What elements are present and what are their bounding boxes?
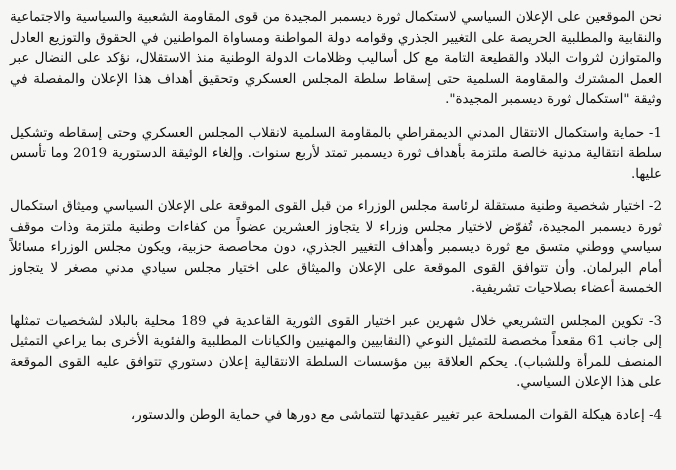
clause-3: 3- تكوين المجلس التشريعي خلال شهرين عبر اختيار القوى الثورية القاعدية في 189 محلية بالبلاد لشخصيات تمثلها إلى جانب 61 مقعداً مخصصة للتمثيل النوعي (النقابيين والمهنيين والكيانات المطلبية والفئوية الأخرى بما يراعي التمثيل المنصف للمرأة وللشباب). يحكم العلاقة بين مؤسسات السلطة الانتقالية إعلان دستوري تتوافق عليه القوى الموقعة على هذا الإعلان السياسي. xyxy=(10,313,662,390)
declaration-text xyxy=(10,8,662,438)
intro-paragraph: نحن الموقعين على الإعلان السياسي لاستكمال ثورة ديسمبر المجيدة من قوى المقاومة الشعبية والسياسية والاجتماعية والنقابية والمطلبية الحريصة على التغيير الجذري وقوامه دولة المواطنة ومساواة المواطنين في الحقوق والتوزيع العادل والمتوازن لثروات البلاد والقطيعة التامة مع كل أساليب وظلامات الدولة الوطنية منذ الاستقلال، نؤكد على النضال عبر العمل المشترك والمقاومة السلمية حتى إسقاط سلطة المجلس العسكري وتحقيق أهداف هذا الإعلان والمفصلة في وثيقة "استكمال ثورة ديسمبر المجيدة". xyxy=(10,10,662,107)
clause-4: 4- إعادة هيكلة القوات المسلحة عبر تغيير عقيدتها لتتماشى مع دورها في حماية الوطن والدستور، xyxy=(130,407,662,423)
clause-2: 2- اختيار شخصية وطنية مستقلة لرئاسة مجلس الوزراء من قبل القوى الموقعة على الإعلان السياسي وميثاق استكمال ثورة ديسمبر المجيدة، تُفوّض لاختيار مجلس وزراء لا يتجاوز العشرين عضواً من كفاءات وطنية ملتزمة وذات موقف سياسي ووطني متسق مع ثورة ديسمبر وأهداف التغيير الجذري، دون محاصصة حزبية، ويكون مجلس الوزراء مسائلاً أمام البرلمان. وأن تتوافق القوى الموقعة على الإعلان والميثاق على اختيار مجلس سيادي مدني مصغر لا يتجاوز الخمسة أعضاء بصلاحيات تشريفية. xyxy=(10,199,662,296)
clause-1: 1- حماية واستكمال الانتقال المدني الديمقراطي بالمقاومة السلمية لانقلاب المجلس العسكري وحتى إسقاطه وتشكيل سلطة انتقالية مدنية خالصة ملتزمة بأهداف ثورة ديسمبر تمتد لأربع سنوات. وإلغاء الوثيقة الدستورية 2019 وما تأسس عليها. xyxy=(10,125,662,182)
